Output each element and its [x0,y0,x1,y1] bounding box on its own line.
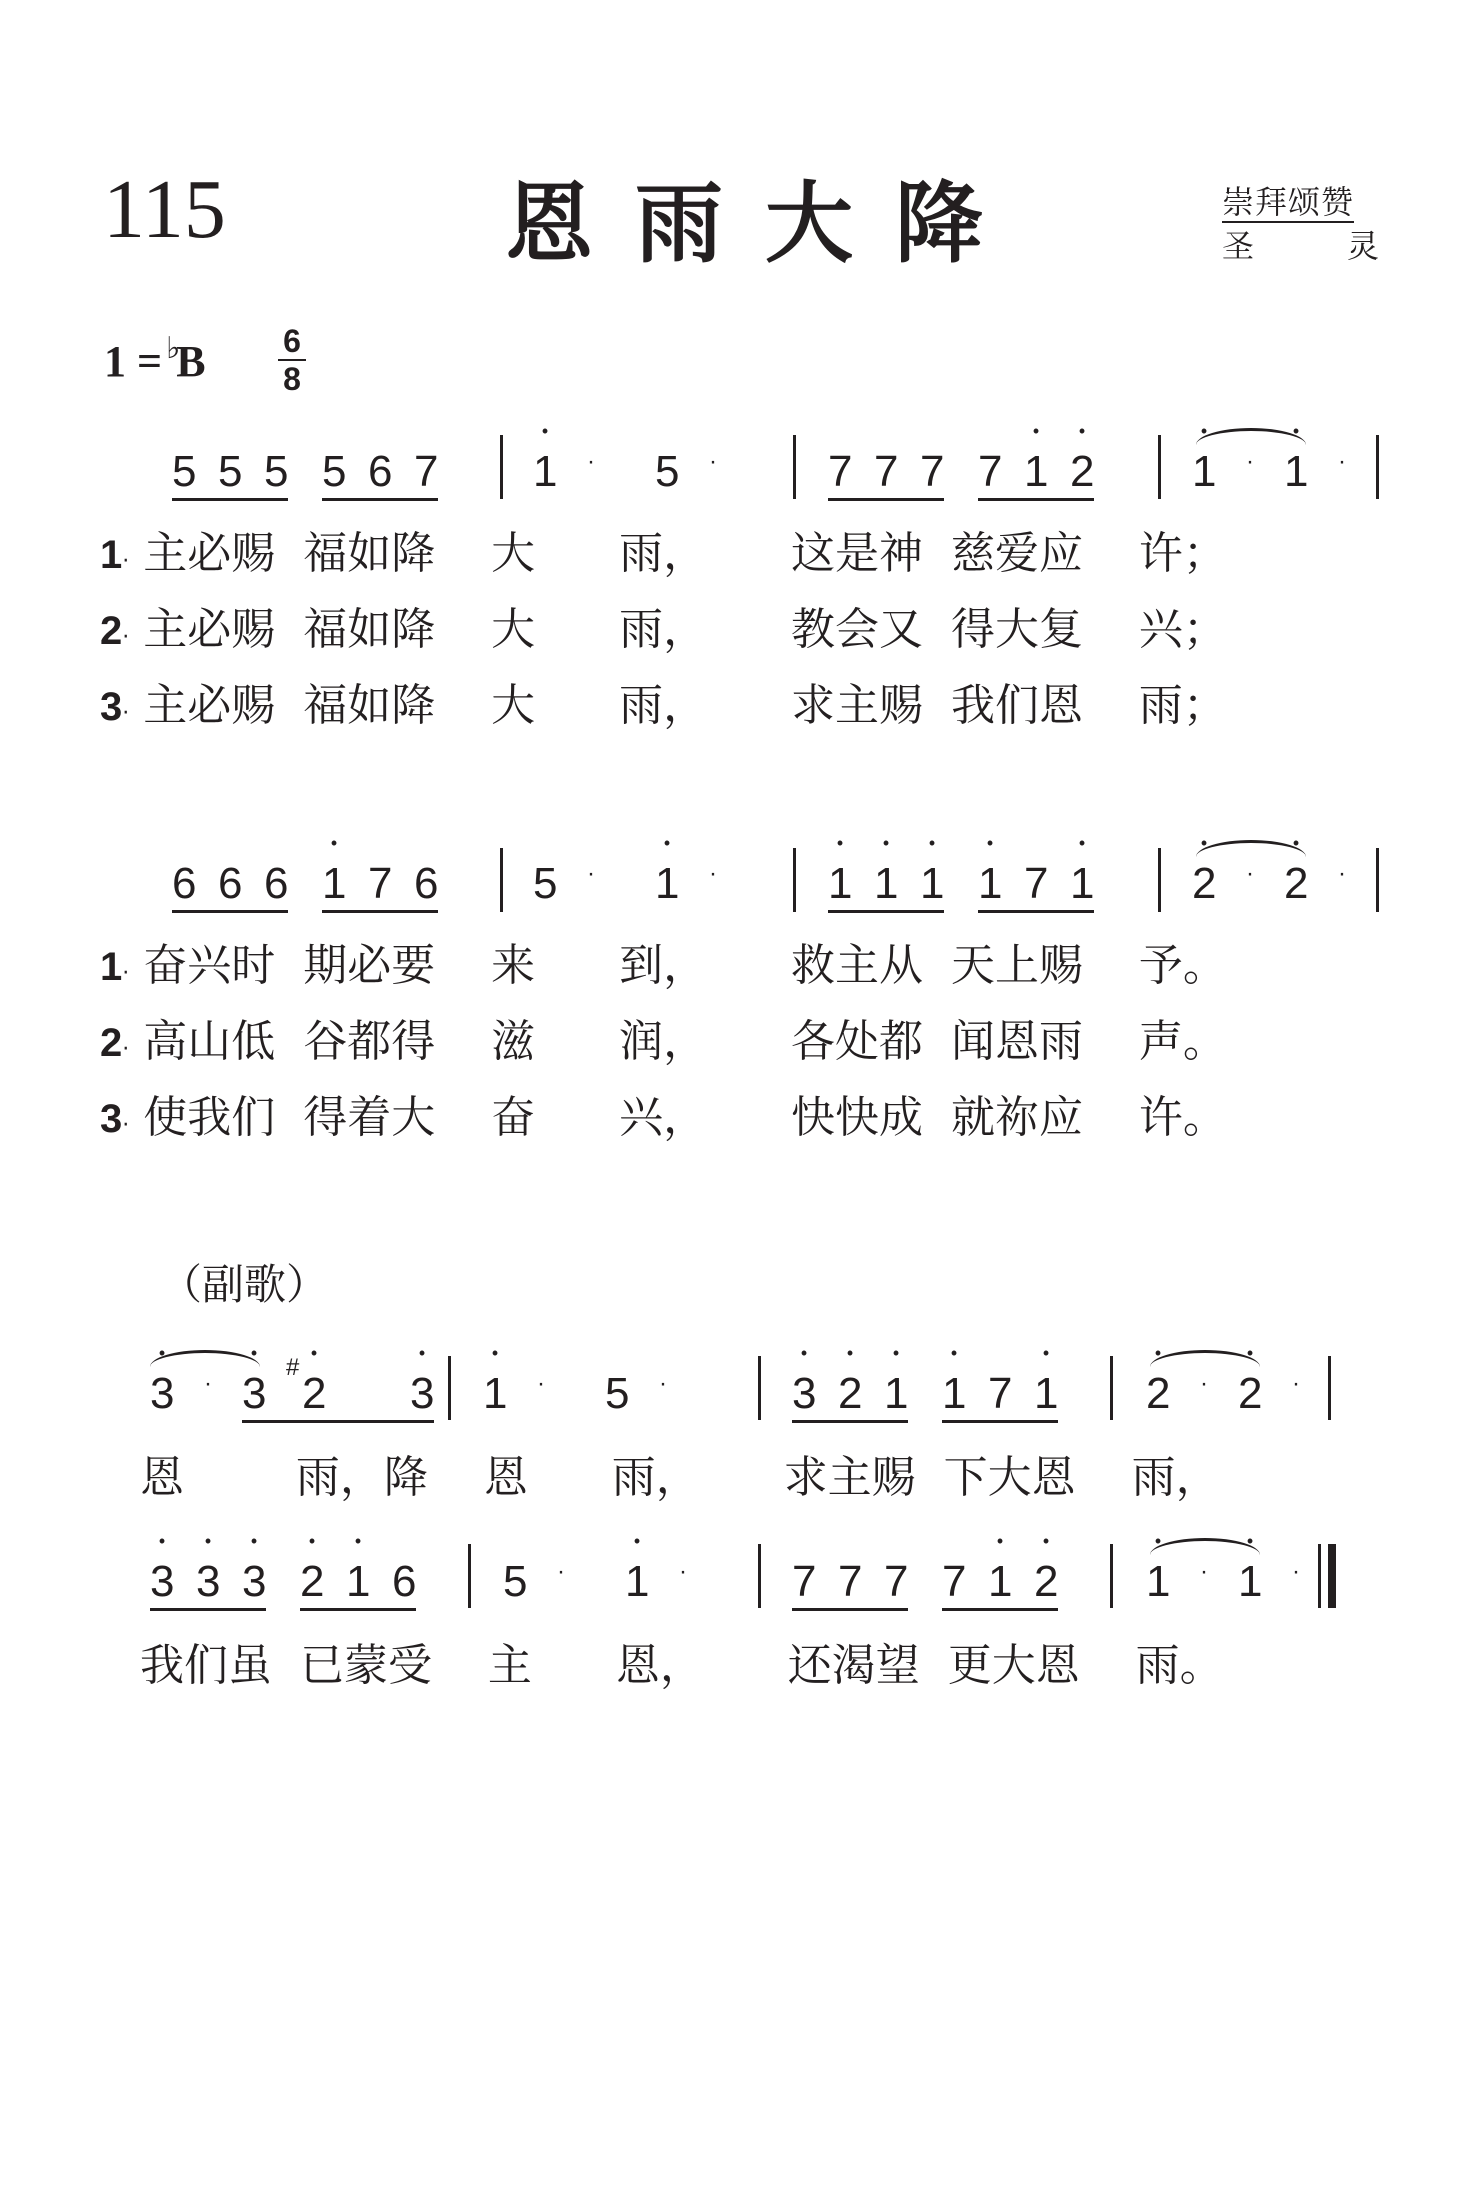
verse-line: 2· 高山低 谷都得 滋 润， 各处都 闻恩雨 声。 [100,1016,1227,1067]
key-signature [104,331,206,386]
hymn-category: 崇拜颂赞 [1222,183,1355,221]
note-group: 7 • 1 • 2 [978,450,1094,501]
tie-arc [1196,428,1306,445]
notes-measure: • 1 · 5 · [533,450,725,494]
notes-chorus-1: • 3 · • 3 • 2 # • 3 [150,1372,434,1423]
notes-system-1 [172,447,439,501]
note-group: • 1 7 • 1 [978,862,1094,913]
tie-arc [1150,1538,1260,1555]
notes-chorus-2 [150,1557,417,1611]
notes-measure: • 2 · • 2 · [1192,862,1354,906]
note-group: • 2 • 1 6 [300,1560,416,1611]
notes-measure: • 1 · 5 · [483,1372,675,1416]
notes-measure: 5 · • 1 · [503,1560,695,1604]
barline [758,1356,761,1420]
time-numerator: 6 [283,323,301,359]
tie-arc [150,1350,260,1367]
note-group: 6 6 6 [172,862,288,913]
barline [448,1356,451,1420]
verse-line: 3· 使我们 得着大 奋 兴， 快快成 就祢应 许。 [100,1092,1227,1143]
barline [793,848,796,912]
barline [1158,848,1161,912]
note-group: 7 • 1 • 2 [942,1560,1058,1611]
barline [500,435,503,499]
note-group: • 3 • 3 • 3 [150,1560,266,1611]
note-group: • 1 7 6 [322,862,438,913]
verse-line: 2· 主必赐 福如降 大 雨， 教会又 得大复 兴； [100,604,1227,655]
hymn-number: 115 [103,163,226,256]
key-prefix: 1 = [104,337,163,386]
note-group: • 3 • 2 • 1 [792,1372,908,1423]
notes-measure: • 1 · • 1 · [1146,1560,1308,1604]
note-group: • 1 • 1 • 1 [828,862,944,913]
notes-measure [828,447,1095,501]
chorus-lyric-line: 我们虽 已蒙受 主 恩， 还渴望 更大恩 雨。 [140,1640,1224,1691]
notes-measure: • 1 · • 1 · [1192,450,1354,494]
notes-measure [828,859,1095,913]
barline [1328,1356,1331,1420]
note-group: • 1 7 • 1 [942,1372,1058,1423]
notes-measure: 5 · • 1 · [533,862,725,906]
time-signature [278,325,306,395]
chorus-lyric-line: 恩 雨，降 恩 雨， 求主赐 下大恩 雨， [140,1452,1220,1503]
tie-arc [1150,1350,1260,1367]
verse-line: 1· 奋兴时 期必要 来 到， 救主从 天上赐 予。 [100,940,1227,991]
note-group: 5 6 7 [322,450,438,501]
notes-measure: • 2 · • 2 · [1146,1372,1308,1416]
barline [1376,435,1379,499]
note-group: • 3 • 2 # • 3 [242,1372,434,1423]
subcategory-char: 灵 [1346,227,1379,265]
flat-sign: ♭ [166,331,181,366]
chorus-label: （副歌） [160,1260,329,1309]
hymn-subcategory [1222,227,1379,265]
time-denominator: 8 [283,361,301,397]
hymn-title: 恩雨大降 [505,172,1026,275]
notes-measure [792,1557,1059,1611]
barline [1110,1544,1113,1608]
subcategory-char: 圣 [1222,227,1255,265]
note-group: 5 5 5 [172,450,288,501]
barline [1376,848,1379,912]
verse-line: 1· 主必赐 福如降 大 雨， 这是神 慈爱应 许； [100,528,1227,579]
barline [1110,1356,1113,1420]
barline [758,1544,761,1608]
key-letter: B [176,337,206,386]
verse-line: 3· 主必赐 福如降 大 雨， 求主赐 我们恩 雨； [100,680,1227,731]
notes-system-2 [172,859,439,913]
barline [500,848,503,912]
note-group: 7 7 7 [792,1560,908,1611]
final-barline-thick [1328,1544,1336,1608]
notes-measure [792,1369,1059,1423]
barline [1158,435,1161,499]
final-barline-thin [1318,1544,1321,1608]
barline [468,1544,471,1608]
barline [793,435,796,499]
note-group: 7 7 7 [828,450,944,501]
tie-arc [1196,840,1306,857]
